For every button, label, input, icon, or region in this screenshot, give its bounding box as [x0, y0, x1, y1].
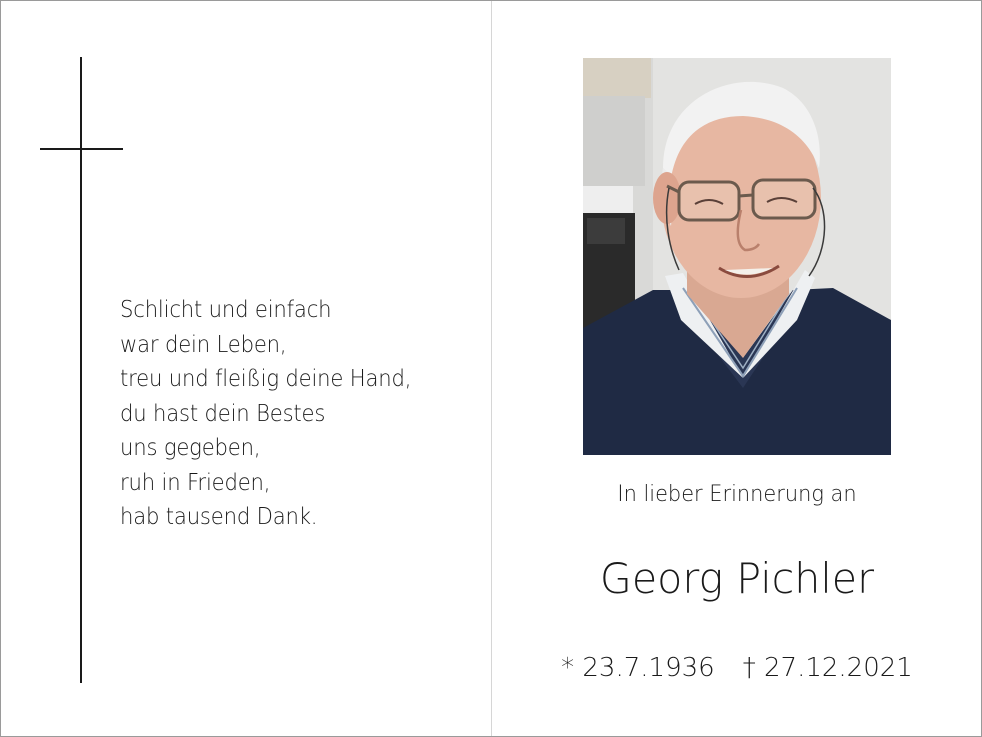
- poem-line: uns gegeben,: [120, 435, 261, 461]
- portrait-illustration: [583, 58, 891, 455]
- memorial-intro: In lieber Erinnerung an: [617, 482, 857, 507]
- poem-line: ruh in Frieden,: [120, 469, 271, 496]
- cross-horizontal-bar: [40, 148, 123, 150]
- death-date: † 27.12.2021: [742, 653, 913, 683]
- poem-line: hab tausend Dank.: [120, 504, 318, 530]
- poem-line: Schlicht und einfach: [120, 297, 332, 323]
- poem: [120, 293, 411, 535]
- poem-line: du hast dein Bestes: [120, 400, 326, 427]
- poem-line: treu und fleißig deine Hand,: [120, 366, 412, 392]
- deceased-name: Georg Pichler: [599, 554, 875, 603]
- portrait-photo: [583, 58, 891, 455]
- cross-vertical-bar: [80, 57, 82, 683]
- poem-line: war dein Leben,: [120, 331, 287, 358]
- birth-date: * 23.7.1936: [561, 653, 715, 683]
- fold-line: [491, 1, 492, 736]
- life-dates: [492, 653, 982, 683]
